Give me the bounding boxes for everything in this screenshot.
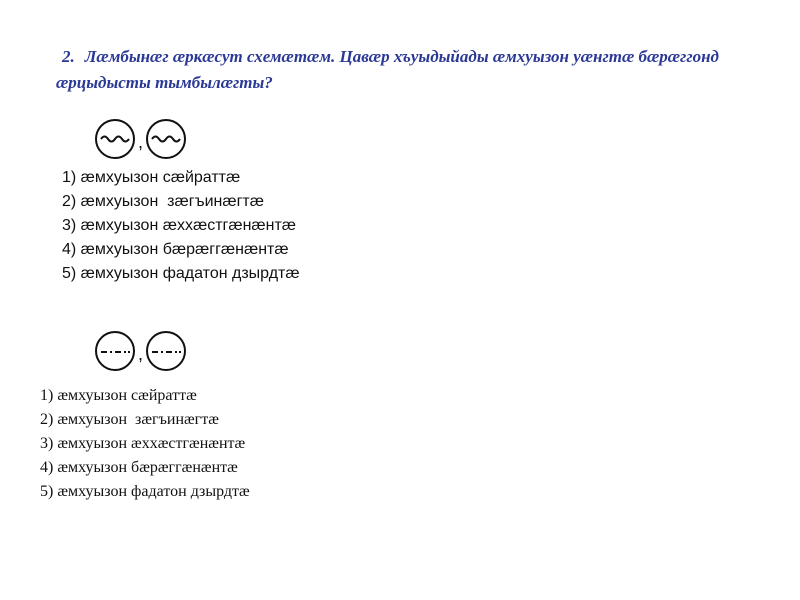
option-1-5: 5) æмхуызон фадатон дзырдтæ bbox=[62, 265, 300, 282]
option-1-1: 1) æмхуызон сæйраттæ bbox=[62, 169, 241, 186]
options-list-1 bbox=[62, 166, 300, 286]
question-text bbox=[56, 44, 776, 96]
option-2-3: 3) æмхуызон æххæстгæнæнтæ bbox=[40, 435, 246, 452]
schema-1-separator: , bbox=[138, 132, 144, 152]
schema-2-separator: , bbox=[138, 344, 144, 364]
dash-dot-underline-circle-icon bbox=[147, 332, 185, 370]
dash-dot-underline-circle-icon bbox=[96, 332, 134, 370]
options-list-2 bbox=[40, 384, 250, 504]
option-2-4: 4) æмхуызон бæрæггæнæнтæ bbox=[40, 459, 238, 476]
option-2-1: 1) æмхуызон сæйраттæ bbox=[40, 387, 197, 404]
option-2-2: 2) æмхуызон зæгъинæгтæ bbox=[40, 411, 219, 428]
option-2-5: 5) æмхуызон фадатон дзырдтæ bbox=[40, 483, 250, 500]
wavy-underline-circle-icon bbox=[147, 120, 185, 158]
question-body: Лæмбынæг æркæсут схемæтæм. Цавæр хъуыдыйады æмхуызон уæнгтæ бæрæггонд æрцыдысты тымбылæгты? bbox=[56, 47, 719, 92]
schema-dash-dot-underline bbox=[93, 329, 193, 373]
question-number: 2. bbox=[62, 47, 75, 66]
schema-wavy-underline bbox=[93, 117, 193, 161]
option-1-2: 2) æмхуызон зæгъинæгтæ bbox=[62, 193, 264, 210]
wavy-underline-circle-icon bbox=[96, 120, 134, 158]
option-1-3: 3) æмхуызон æххæстгæнæнтæ bbox=[62, 217, 297, 234]
option-1-4: 4) æмхуызон бæрæггæнæнтæ bbox=[62, 241, 289, 258]
